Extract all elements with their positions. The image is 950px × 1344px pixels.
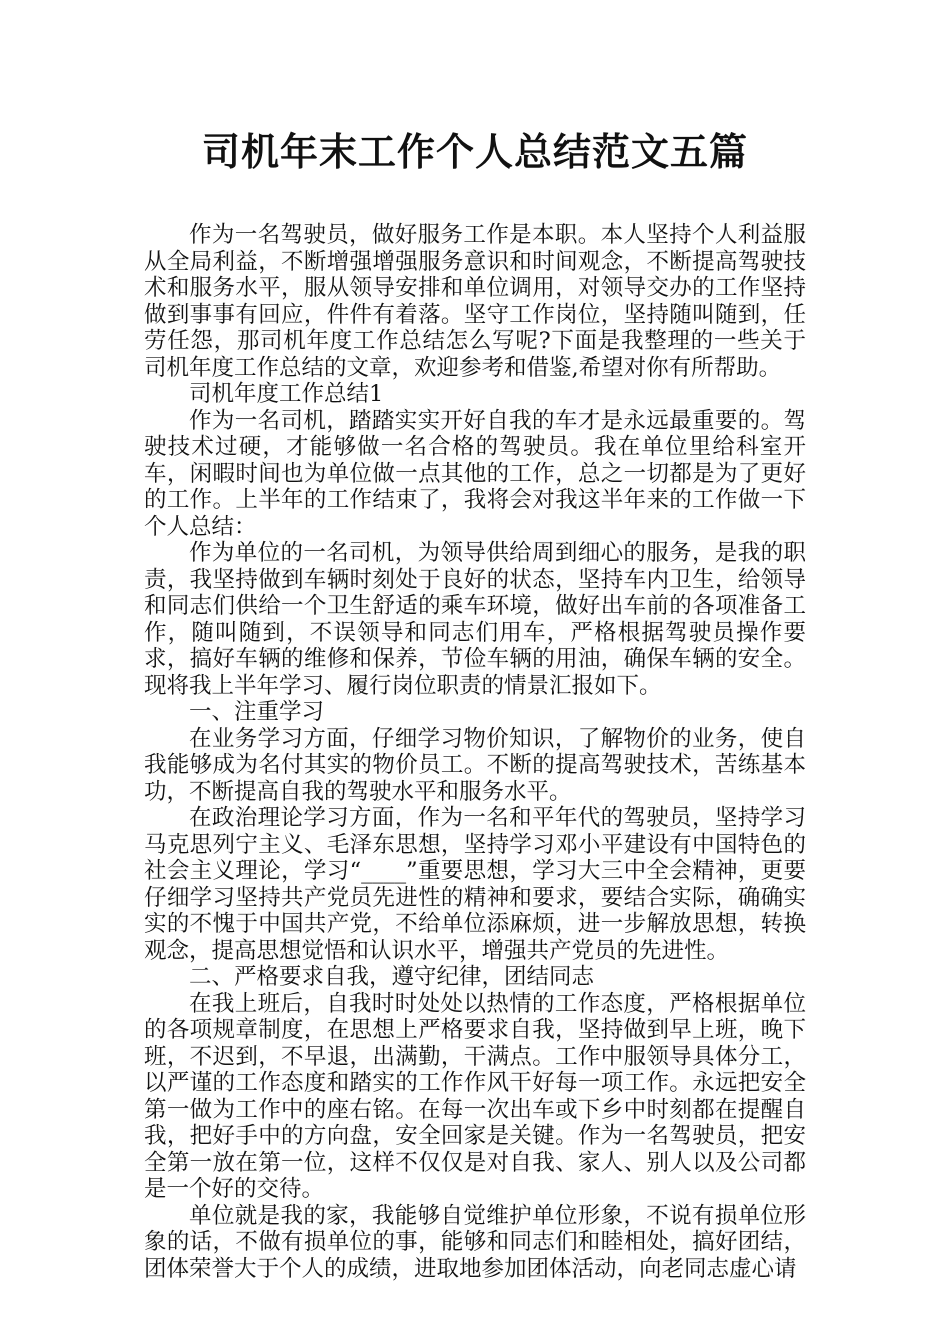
paragraph: 作为单位的一名司机，为领导供给周到细心的服务，是我的职责，我坚持做到车辆时刻处于良好的状态，坚持车内卫生，给领导和同志们供给一个卫生舒适的乘车环境，做好出车前的各项准备工作，随叫随到，不误领导和同志们用车，严格根据驾驶员操作要求，搞好车辆的维修和保养，节俭车辆的用油，确保车辆的安全。现将我上半年学习、履行岗位职责的情景汇报如下。 [144,540,806,699]
paragraph: 在我上班后，自我时时处处以热情的工作态度，严格根据单位的各项规章制度，在思想上严格要求自我，坚持做到早上班，晚下班，不迟到，不早退，出满勤，干满点。工作中服领导具体分工，以严谨的工作态度和踏实的工作作风干好每一项工作。永远把安全第一做为工作中的座右铭。在每一次出车或下乡中时刻都在提醒自我，把好手中的方向盘，安全回家是关键。作为一名驾驶员，把安全第一放在第一位，这样不仅仅是对自我、家人、别人以及公司都是一个好的交待。 [144,990,806,1202]
paragraph-intro: 作为一名驾驶员，做好服务工作是本职。本人坚持个人利益服从全局利益，不断增强增强服务意识和时间观念，不断提高驾驶技术和服务水平，服从领导安排和单位调用，对领导交办的工作坚持做到事事有回应，件件有着落。坚守工作岗位，坚持随叫随到，任劳任怨，那司机年度工作总结怎么写呢?下面是我整理的一些关于司机年度工作总结的文章，欢迎参考和借鉴,希望对你有所帮助。 [144,222,806,381]
paragraph: 作为一名司机，踏踏实实开好自我的车才是永远最重要的。驾驶技术过硬，才能够做一名合格的驾驶员。我在单位里给科室开车，闲暇时间也为单位做一点其他的工作，总之一切都是为了更好的工作。上半年的工作结束了，我将会对我这半年来的工作做一下个人总结： [144,407,806,540]
paragraph: 在政治理论学习方面，作为一名和平年代的驾驶员，坚持学习马克思列宁主义、毛泽东思想，坚持学习邓小平建设有中国特色的社会主义理论，学习“____”重要思想，学习大三中全会精神，更要仔细学习坚持共产党员先进性的精神和要求，要结合实际，确确实实的不愧于中国共产党，不给单位添麻烦，进一步解放思想，转换观念，提高思想觉悟和认识水平，增强共产党员的先进性。 [144,805,806,964]
section-heading-summary-1: 司机年度工作总结1 [189,381,384,407]
paragraph: 在业务学习方面，仔细学习物价知识，了解物价的业务，使自我能够成为名付其实的物价员工。不断的提高驾驶技术，苦练基本功，不断提高自我的驾驶水平和服务水平。 [144,725,806,805]
document-body [144,222,806,1282]
section-heading-study: 一、注重学习 [189,699,325,725]
document-title: 司机年末工作个人总结范文五篇 [201,130,748,174]
section-heading-discipline: 二、严格要求自我，遵守纪律，团结同志 [189,964,595,990]
paragraph: 单位就是我的家，我能够自觉维护单位形象，不说有损单位形象的话，不做有损单位的事，能够和同志们和睦相处，搞好团结，团体荣誉大于个人的成绩，进取地参加团体活动，向老同志虚心请 [144,1202,806,1282]
